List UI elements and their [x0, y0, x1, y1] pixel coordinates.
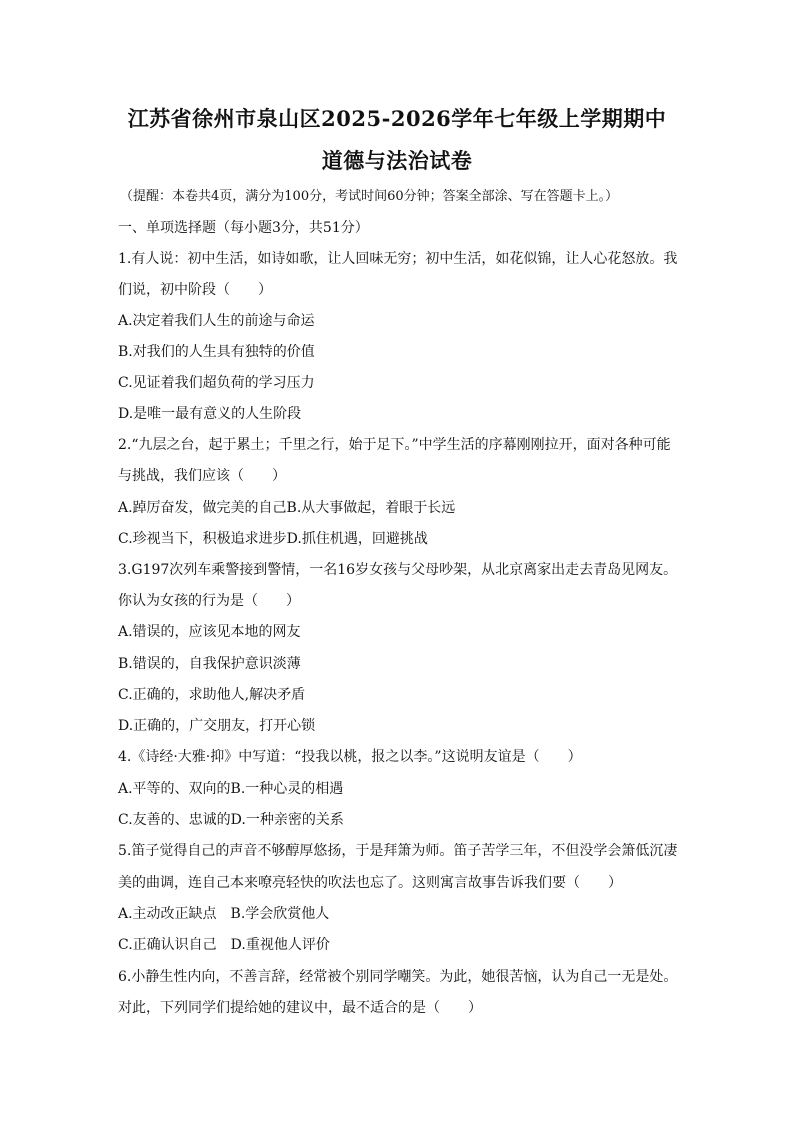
- question-4-stem: 4.《诗经·大雅·抑》中写道：“投我以桃，报之以李。”这说明友谊是（ ）: [118, 749, 582, 765]
- question-5-options-cd: C.正确认识自己 D.重视他人评价: [118, 937, 330, 953]
- question-3-stem-line-2: 你认为女孩的行为是（ ）: [118, 593, 300, 609]
- question-5-options-ab: A.主动改正缺点 B.学会欣赏他人: [118, 906, 330, 922]
- section-heading: 一、单项选择题（每小题3分，共51分）: [118, 220, 369, 236]
- question-1-option-c: C.见证着我们超负荷的学习压力: [118, 375, 315, 391]
- question-2-options-ab: A.踔厉奋发，做完美的自己B.从大事做起，着眼于长远: [118, 500, 456, 516]
- question-1-option-b: B.对我们的人生具有独特的价值: [118, 344, 315, 360]
- question-2-stem-line-1: 2.“九层之台，起于累土；千里之行，始于足下。”中学生活的序幕刚刚拉开，面对各种可能: [118, 437, 671, 453]
- question-4-options-ab: A.平等的、双向的B.一种心灵的相遇: [118, 781, 344, 797]
- question-5-stem-line-1: 5.笛子觉得自己的声音不够醇厚悠扬，于是拜箫为师。笛子苦学三年，不但没学会箫低沉凄: [118, 843, 678, 859]
- question-2-options-cd: C.珍视当下，积极追求进步D.抓住机遇，回避挑战: [118, 531, 428, 547]
- question-3-option-a: A.错误的，应该见本地的网友: [118, 624, 301, 640]
- question-6-stem-line-2: 对此，下列同学们提给她的建议中，最不适合的是（ ）: [118, 1000, 482, 1016]
- question-3-option-b: B.错误的，自我保护意识淡薄: [118, 656, 301, 672]
- question-2-stem-line-2: 与挑战，我们应该（ ）: [118, 468, 286, 484]
- question-1-stem-line-2: 们说，初中阶段（ ）: [118, 282, 272, 298]
- exam-note: （提醒：本卷共4页，满分为100分，考试时间60分钟；答案全部涂、写在答题卡上。）: [120, 189, 619, 204]
- question-3-option-c: C.正确的，求助他人,解决矛盾: [118, 687, 306, 703]
- question-1-option-a: A.决定着我们人生的前途与命运: [118, 313, 315, 329]
- question-5-stem-line-2: 美的曲调，连自己本来嘹亮轻快的吹法也忘了。这则寓言故事告诉我们要（ ）: [118, 875, 622, 891]
- question-1-option-d: D.是唯一最有意义的人生阶段: [118, 406, 302, 422]
- exam-subject-title: 道德与法治试卷: [321, 148, 473, 173]
- exam-title: 江苏省徐州市泉山区2025-2026学年七年级上学期期中: [127, 106, 667, 131]
- question-6-stem-line-1: 6.小静生性内向，不善言辞，经常被个别同学嘲笑。为此，她很苦恼，认为自己一无是处。: [118, 969, 678, 985]
- question-4-options-cd: C.友善的、忠诚的D.一种亲密的关系: [118, 812, 344, 828]
- question-1-stem-line-1: 1.有人说：初中生活，如诗如歌，让人回味无穷；初中生活，如花似锦，让人心花怒放。我: [118, 251, 678, 267]
- question-3-stem-line-1: 3.G197次列车乘警接到警情，一名16岁女孩与父母吵架，从北京离家出走去青岛见网友。: [118, 562, 678, 578]
- question-3-option-d: D.正确的，广交朋友，打开心锁: [118, 718, 316, 734]
